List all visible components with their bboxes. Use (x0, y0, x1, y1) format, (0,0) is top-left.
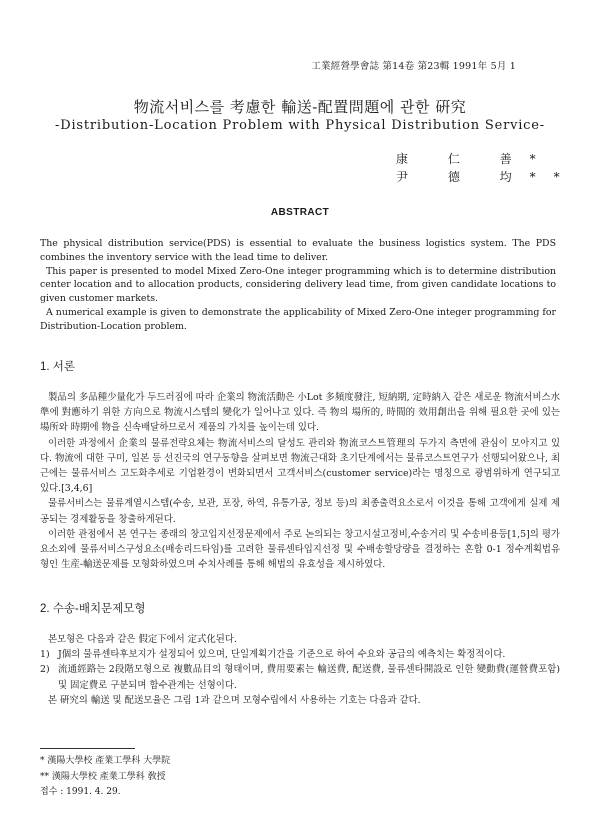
body-paragraph: 물류서비스는 물류계열시스템(수송, 보관, 포장, 하역, 유통가공, 정보 등)의 최종출력요소로서 이것을 통해 고객에게 실제 제공되는 경제활동을 창출하게된다. (40, 498, 560, 525)
abstract-paragraph: The physical distribution service(PDS) is essential to evaluate the business logistics system. The PDS combines the inventory service with the lead time to deliver. (40, 238, 556, 263)
body-paragraph: 이러한 과정에서 企業의 물류전략요체는 物流서비스의 달성도 관리와 物流코스트管理의 두가지 측면에 관심이 모아지고 있다. 物流에 대한 구미, 일본 등 선진국의 연구동향을 살펴보면 物流근대화 초기단계에서는 물류코스트연구가 선행되어왔으나, 최근에는 물류서비스 고도화추세로 기업환경이 변화되면서 고객서비스(customer service)라는 명칭으로 광범위하게 연구되고 있다.[3,4,6] (40, 437, 560, 495)
abstract-body (40, 237, 556, 334)
author-2: 尹 德 均** (396, 170, 578, 184)
footnote-divider (40, 748, 135, 749)
section-1-body (40, 390, 560, 572)
section-2-body (40, 632, 560, 708)
abstract-paragraph: A numerical example is given to demonstrate the applicability of Mixed Zero-One integer programming for Distribution-Location problem. (40, 306, 556, 332)
author-1: 康 仁 善* (396, 152, 554, 166)
assumption-number: 2) (40, 664, 50, 676)
footnotes (40, 754, 170, 801)
body-paragraph: 본 硏究의 輸送 및 配送모율은 그림 1과 같으며 모형수립에서 사용하는 기호는 다음과 같다. (48, 694, 421, 706)
footnote-received-date: 접수 : 1991. 4. 29. (40, 787, 121, 797)
footnote-affiliation-1: * 漢陽大學校 產業工學科 大學院 (40, 756, 171, 766)
assumption-item (40, 647, 560, 662)
section-1-heading: 1. 서론 (40, 361, 76, 373)
body-paragraph: 製品의 多品種少量化가 두드러짐에 따라 企業의 物流活動은 小Lot 多頻度發注, 短納期, 定時納入 같은 새로운 物流서비스水準에 對應하기 위한 方向으로 物流시스템의 變化가 일어나고 있다. 즉 物의 場所的, 時間的 效用創出을 위해 필요한 곳에 있는 場所와 時期에 物을 신속배달하므로서 제품의 가치를 높이는데 있다. (40, 392, 560, 434)
running-head: 工業經營學會誌 第14卷 第23輯 1991年 5月 1 (311, 61, 516, 72)
assumption-text: 流通經路는 2段階모형으로 複數品目의 형태이며, 費用要素는 輸送費, 配送費, 물류센타開設로 인한 變動費(運營費포함) 및 固定費로 구분되며 합수관계는 선형이다. (58, 664, 560, 691)
footnote-affiliation-2: ** 漢陽大學校 產業工學科 敎授 (40, 771, 166, 782)
assumption-text: J個의 물류센타후보지가 설정되어 있으며, 단일계획기간을 기준으로 하여 수요와 공급의 예측치는 확정적이다. (58, 649, 506, 661)
body-paragraph: 본모형은 다음과 같은 假定下에서 定式化된다. (48, 634, 237, 645)
abstract-paragraph: This paper is presented to model Mixed Zero-One integer programming which is to determine distribution center location and to allocation products, considering delivery lead time, from given candidate locations to given customer markets. (40, 265, 556, 305)
section-2-heading: 2. 수송-배치문제모형 (40, 603, 146, 615)
abstract-heading: ABSTRACT (270, 207, 330, 218)
assumption-number: 1) (40, 649, 50, 661)
assumption-item (40, 662, 560, 692)
title-korean: 物流서비스를 考慮한 輸送-配置問題에 관한 硏究 (133, 98, 467, 116)
body-paragraph: 이러한 관점에서 본 연구는 종래의 창고입지선정문제에서 주로 논의되는 창고시설고정비,수송거리 및 수송비용등[1,5]의 평가요소외에 물류서비스구성요소(배송리드타임)를 고려한 물류센타입지선정 및 수배송할당량을 결정하는 혼합 0-1 정수계획법유형인 生産-輸送문제를 모형화하였으며 수치사례를 통해 해법의 유효성을 제시하였다. (40, 528, 560, 571)
title-english: -Distribution-Location Problem with Physical Distribution Service- (55, 118, 545, 133)
